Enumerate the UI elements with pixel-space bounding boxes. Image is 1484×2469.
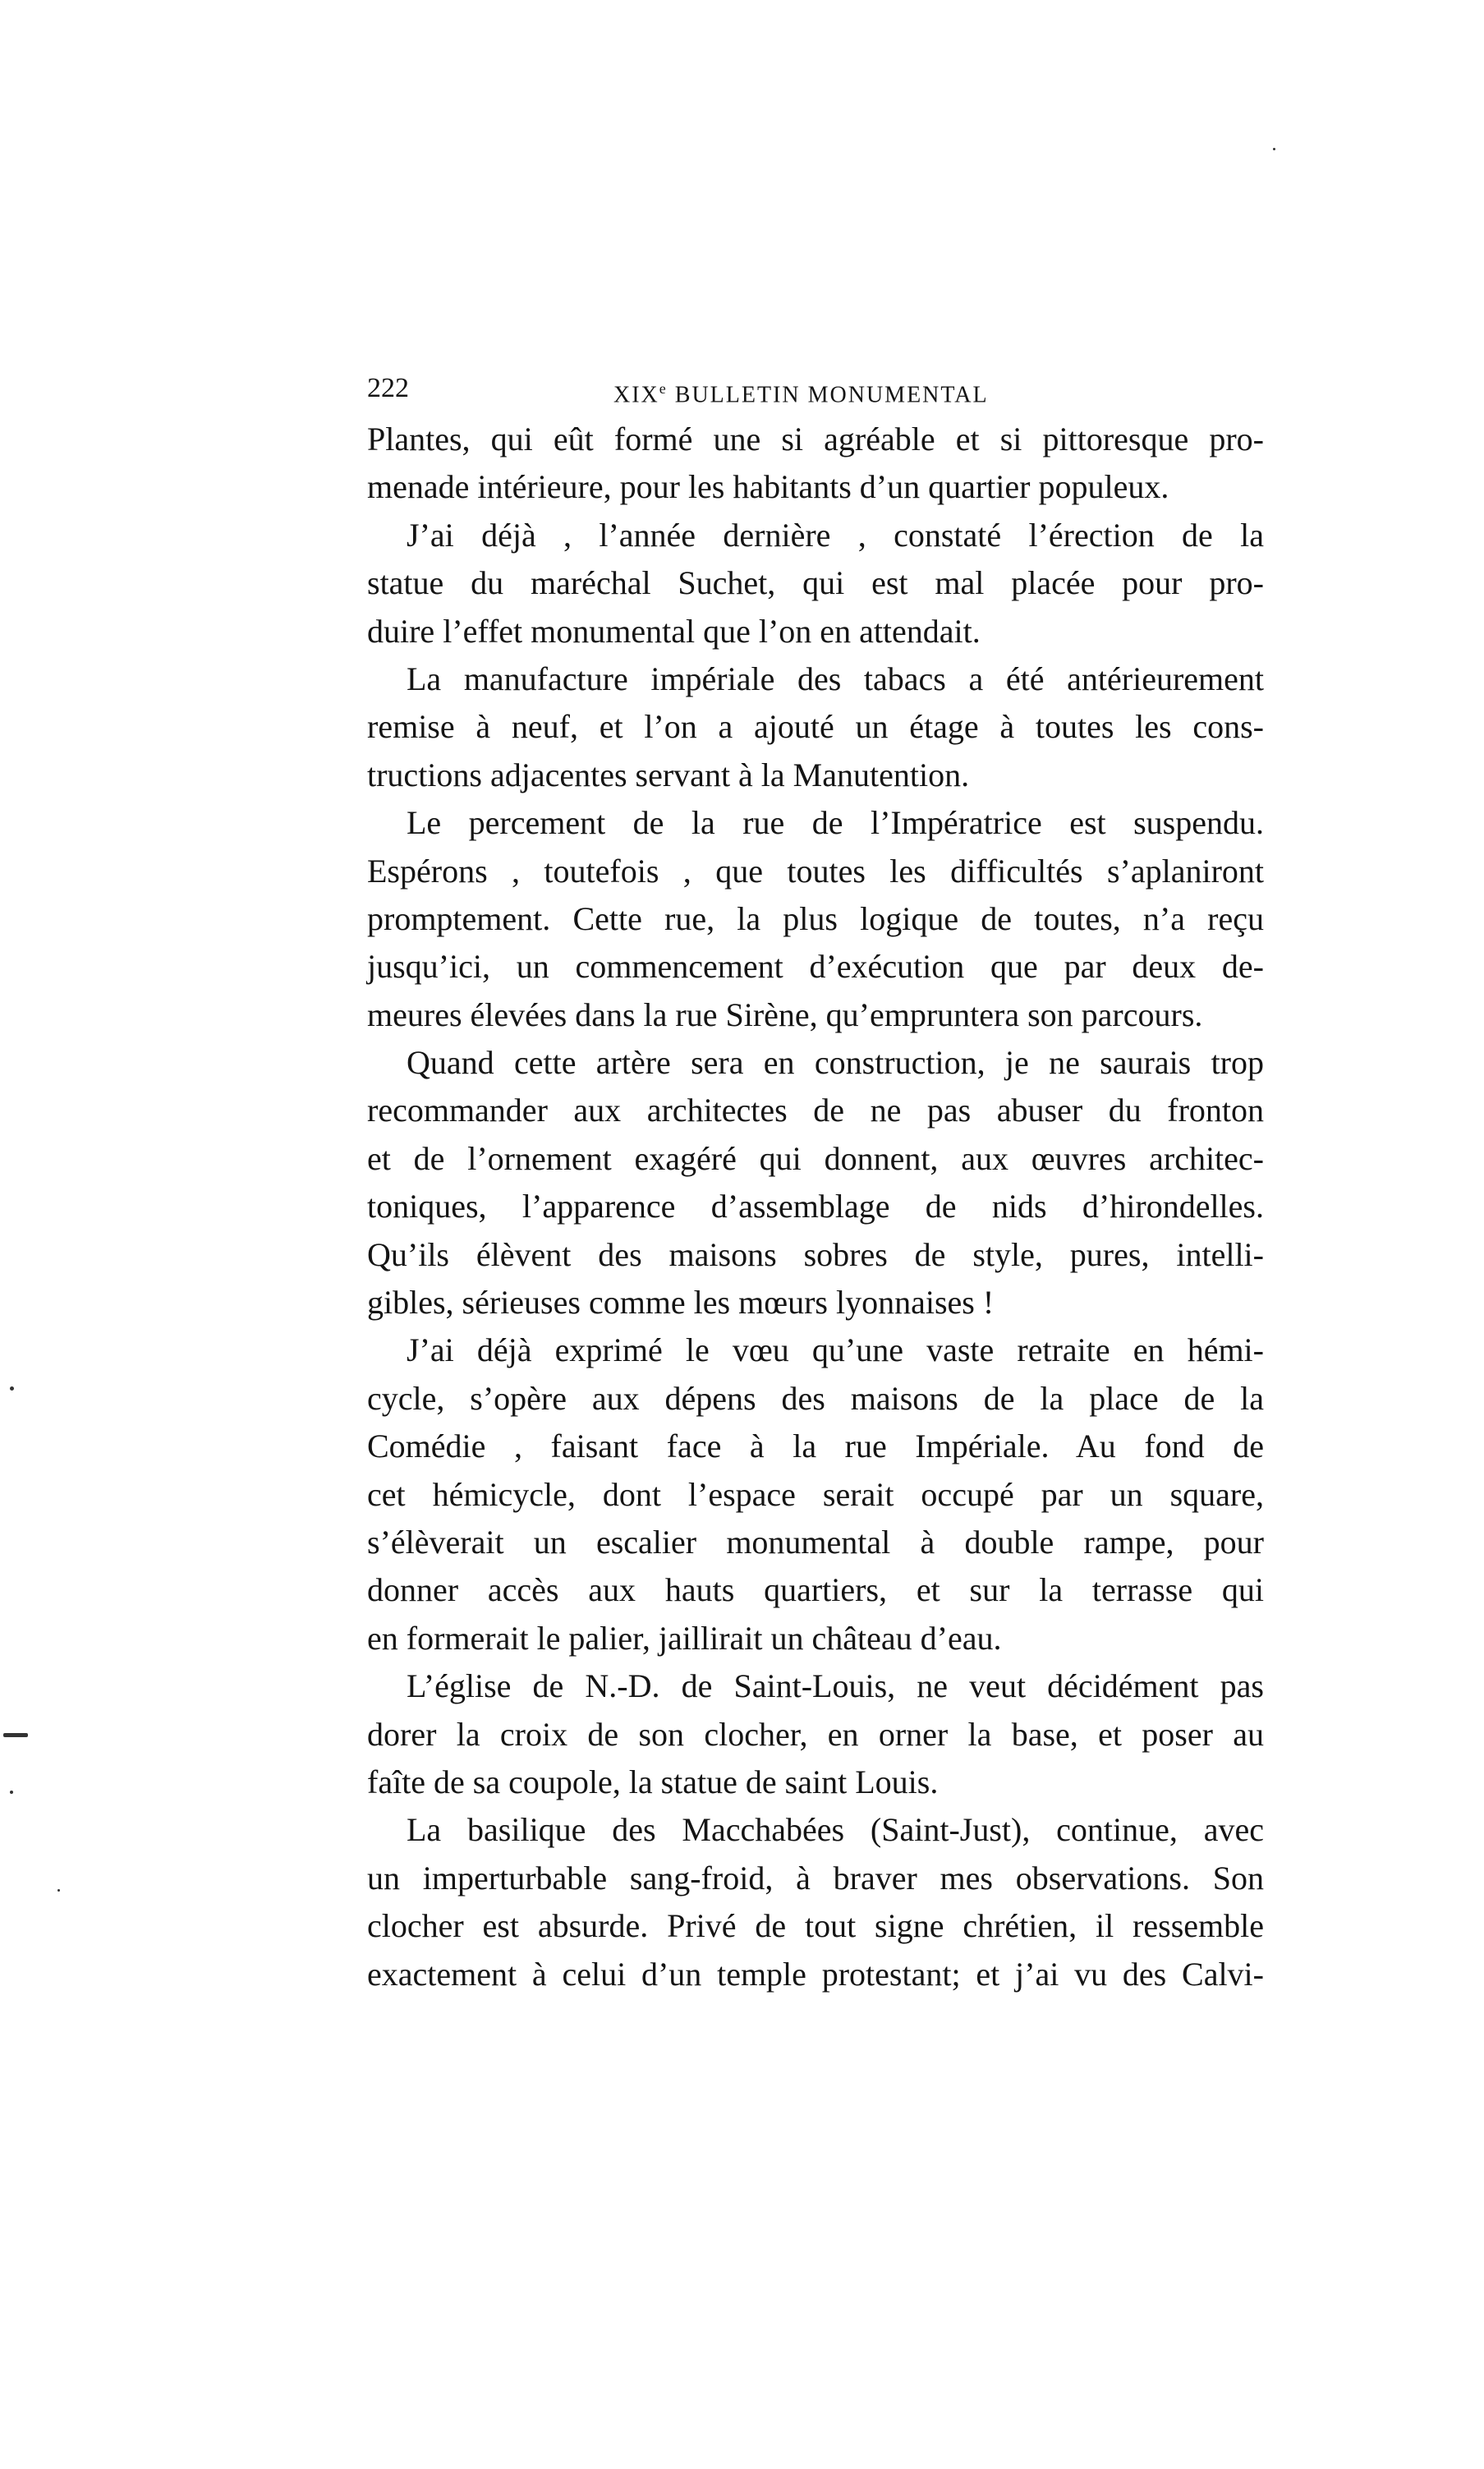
running-head xyxy=(613,368,989,416)
text-line: toniques, l’apparence d’assemblage de nids d’hirondelles. xyxy=(367,1188,1264,1225)
text-line: dorer la croix de son clocher, en orner la base, et poser au xyxy=(367,1715,1264,1753)
text-line: faîte de sa coupole, la statue de saint Louis. xyxy=(367,1763,939,1800)
text-line: Plantes, qui eût formé une si agréable et si pittoresque pro- xyxy=(367,421,1264,457)
text-line: Quand cette artère sera en construction, je ne saurais trop xyxy=(407,1044,1264,1082)
text-line: remise à neuf, et l’on a ajouté un étage à toutes les cons- xyxy=(367,708,1264,746)
text-line: meures élevées dans la rue Sirène, qu’empruntera son parcours. xyxy=(367,995,1203,1033)
scan-speck xyxy=(1273,148,1275,150)
text-line: en formerait le palier, jaillirait un château d’eau. xyxy=(367,1619,1002,1657)
text-line: gibles, sérieuses comme les mœurs lyonnaises ! xyxy=(367,1284,995,1322)
text-line: clocher est absurde. Privé de tout signe chrétien, il ressemble xyxy=(367,1907,1264,1945)
text-line: un imperturbable sang-froid, à braver mes observations. Son xyxy=(367,1859,1264,1897)
text-line: jusqu’ici, un commencement d’exécution que par deux de- xyxy=(367,948,1264,986)
scan-speck xyxy=(3,1733,28,1737)
text-line: cet hémicycle, dont l’espace serait occupé par un square, xyxy=(367,1475,1264,1513)
text-line: Espérons , toutefois , que toutes les difficultés s’aplaniront xyxy=(367,852,1264,890)
text-line: donner accès aux hauts quartiers, et sur la terrasse qui xyxy=(367,1571,1264,1609)
text-line: et de l’ornement exagéré qui donnent, aux œuvres architec- xyxy=(367,1139,1264,1177)
text-line: L’église de N.-D. de Saint-Louis, ne veut décidément pas xyxy=(407,1667,1264,1705)
text-line: Qu’ils élèvent des maisons sobres de style, pures, intelli- xyxy=(367,1235,1264,1273)
text-line: Comédie , faisant face à la rue Impériale. Au fond de xyxy=(367,1428,1264,1465)
text-line: La basilique des Macchabées (Saint-Just), continue, avec xyxy=(407,1811,1264,1849)
text-line: recommander aux architectes de ne pas abuser du fronton xyxy=(367,1092,1264,1129)
running-head-title: BULLETIN MONUMENTAL xyxy=(674,382,989,408)
text-line: exactement à celui d’un temple protestant; et j’ai vu des Calvi- xyxy=(367,1955,1264,1993)
scan-speck xyxy=(10,1386,14,1391)
text-line: La manufacture impériale des tabacs a été antérieurement xyxy=(407,660,1264,697)
text-line: J’ai déjà exprimé le vœu qu’une vaste retraite en hémi- xyxy=(407,1331,1264,1369)
text-line: menade intérieure, pour les habitants d’un quartier populeux. xyxy=(367,468,1169,506)
text-line: statue du maréchal Suchet, qui est mal placée pour pro- xyxy=(367,564,1264,602)
text-line: cycle, s’opère aux dépens des maisons de la place de la xyxy=(367,1379,1264,1417)
running-head-prefix: XIX xyxy=(613,382,659,408)
text-line: s’élèverait un escalier monumental à double rampe, pour xyxy=(367,1523,1264,1561)
page-number: 222 xyxy=(367,373,409,403)
text-line: Le percement de la rue de l’Impératrice est suspendu. xyxy=(407,804,1264,842)
text-line: J’ai déjà , l’année dernière , constaté l’érection de la xyxy=(407,516,1264,554)
page-header xyxy=(367,368,1264,409)
text-line: promptement. Cette rue, la plus logique de toutes, n’a reçu xyxy=(367,899,1264,937)
scan-speck xyxy=(57,1889,60,1892)
body-text xyxy=(367,416,1264,1998)
running-head-superscript: e xyxy=(659,380,668,397)
scan-speck xyxy=(10,1791,13,1794)
text-line: tructions adjacentes servant à la Manutention. xyxy=(367,756,970,793)
text-line: duire l’effet monumental que l’on en attendait. xyxy=(367,612,981,650)
